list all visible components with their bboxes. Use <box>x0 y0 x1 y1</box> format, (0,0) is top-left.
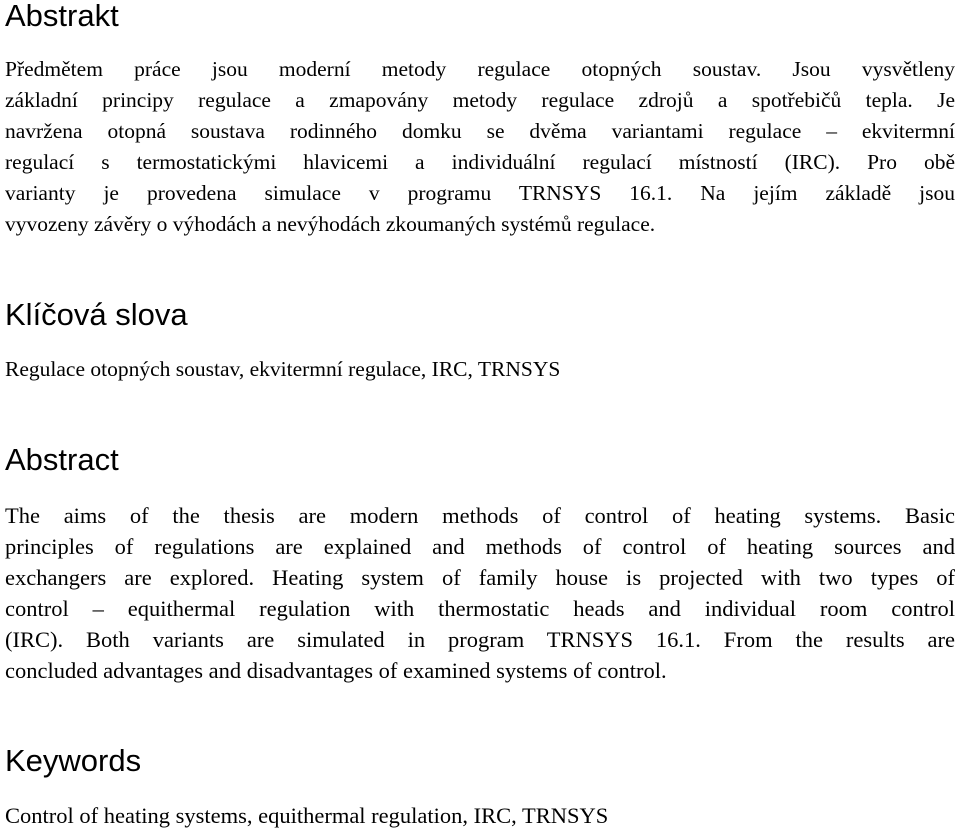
abstract-line: exchangers are explored. Heating system of family house is projected with two types of <box>5 565 955 590</box>
abstract-line: The aims of the thesis are modern methods of control of heating systems. Basic <box>5 503 955 528</box>
keywords-text: Control of heating systems, equithermal regulation, IRC, TRNSYS <box>5 803 609 828</box>
klicova-slova-heading: Klíčová slova <box>5 297 188 332</box>
keywords-heading: Keywords <box>5 743 142 778</box>
abstract-line: concluded advantages and disadvantages of examined systems of control. <box>5 658 667 683</box>
abstrakt-line: regulací s termostatickými hlavicemi a individuální regulací místností (IRC). Pro obě <box>5 150 955 174</box>
abstrakt-line: vyvozeny závěry o výhodách a nevýhodách zkoumaných systémů regulace. <box>5 212 656 236</box>
abstrakt-line: navržena otopná soustava rodinného domku se dvěma variantami regulace – ekvitermní <box>5 119 955 143</box>
abstract-paragraph <box>5 500 955 686</box>
abstrakt-line: základní principy regulace a zmapovány metody regulace zdrojů a spotřebičů tepla. Je <box>5 88 955 112</box>
abstract-line: control – equithermal regulation with thermostatic heads and individual room control <box>5 596 955 621</box>
abstrakt-paragraph <box>5 54 955 240</box>
abstrakt-line: varianty je provedena simulace v programu TRNSYS 16.1. Na jejím základě jsou <box>5 181 955 205</box>
abstrakt-line: Předmětem práce jsou moderní metody regulace otopných soustav. Jsou vysvětleny <box>5 57 955 81</box>
abstrakt-heading: Abstrakt <box>5 0 119 33</box>
abstract-line: (IRC). Both variants are simulated in program TRNSYS 16.1. From the results are <box>5 627 955 652</box>
abstract-heading: Abstract <box>5 442 119 477</box>
klicova-slova-text: Regulace otopných soustav, ekvitermní regulace, IRC, TRNSYS <box>5 357 561 381</box>
abstract-line: principles of regulations are explained and methods of control of heating sources and <box>5 534 955 559</box>
